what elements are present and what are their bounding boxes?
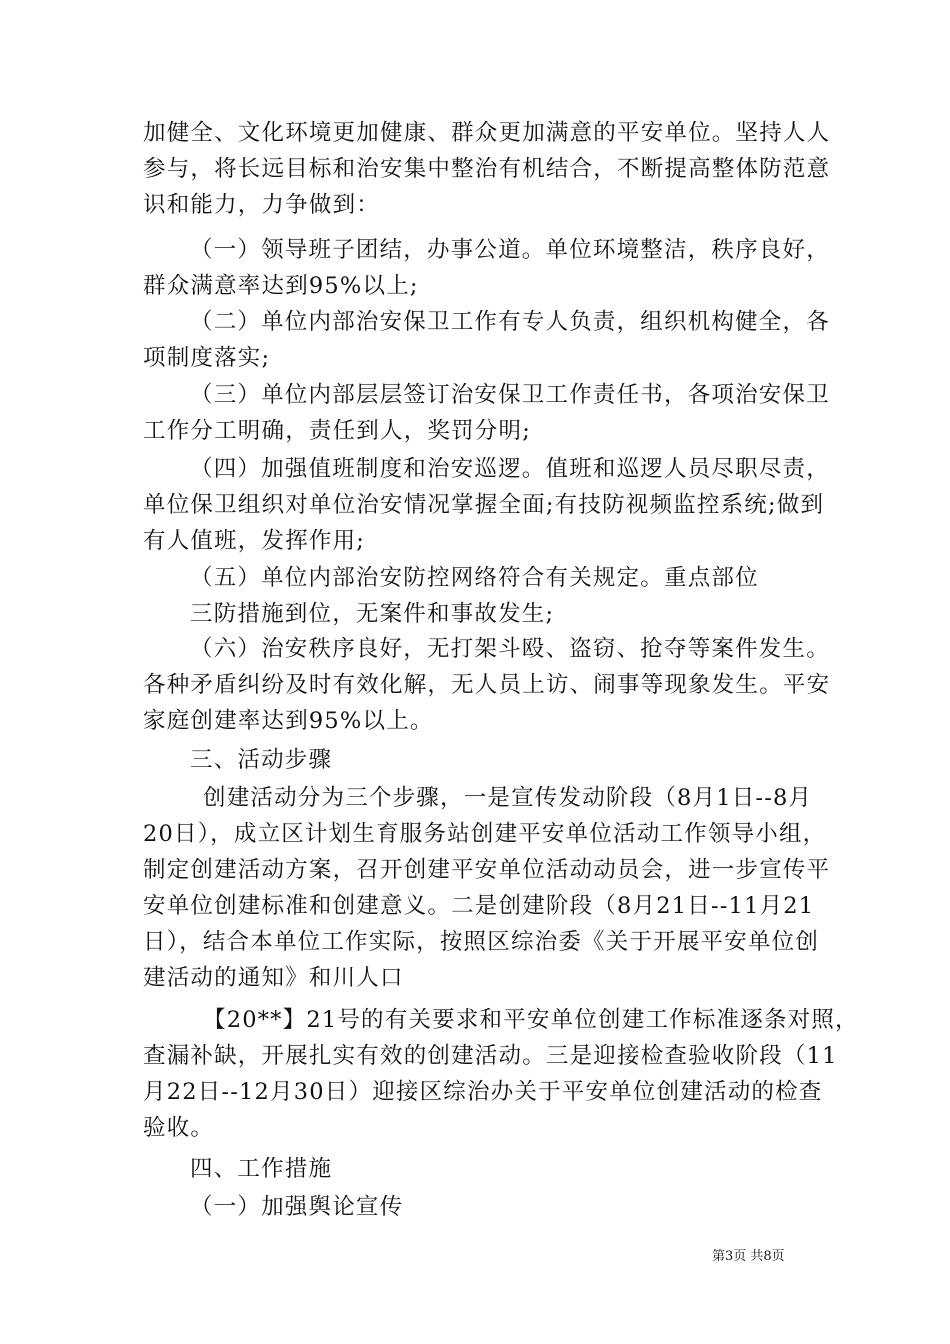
section-heading: 三、活动步骤 (190, 747, 333, 773)
paragraph-line: 有人值班，发挥作用; (143, 528, 366, 554)
list-item-line: （四）加强值班制度和治安巡逻。值班和巡逻人员尽职尽责， (190, 456, 830, 482)
paragraph-line: 验收。 (143, 1115, 215, 1141)
page-number: 第3页 共8页 (712, 1249, 785, 1264)
paragraph-line: 20日），成立区计划生育服务站创建平安单位活动工作领导小组， (143, 821, 827, 847)
paragraph-line: 【20**】21号的有关要求和平安单位创建工作标准逐条对照， (203, 1007, 859, 1033)
paragraph-line: 识和能力，力争做到： (143, 192, 381, 218)
list-item-line: （六）治安秩序良好，无打架斗殴、盗窃、抢夺等案件发生。 (190, 636, 830, 662)
paragraph-line: 三防措施到位，无案件和事故发生; (190, 601, 555, 627)
subsection-heading: （一）加强舆论宣传 (190, 1194, 404, 1220)
paragraph-line: 各种矛盾纠纷及时有效化解，无人员上访、闹事等现象发生。平安 (143, 672, 831, 698)
paragraph-line: 日），结合本单位工作实际，按照区综治委《关于开展平安单位创 (143, 929, 820, 955)
paragraph-line: 家庭创建率达到95%以上。 (143, 708, 434, 734)
list-item-line: （二）单位内部治安保卫工作有专人负责，组织机构健全，各 (190, 309, 830, 335)
paragraph-line: 单位保卫组织对单位治安情况掌握全面;有技防视频监控系统;做到 (143, 492, 825, 518)
paragraph-line: 查漏补缺，开展扎实有效的创建活动。三是迎接检查验收阶段（11 (143, 1043, 838, 1069)
paragraph-line: 创建活动分为三个步骤，一是宣传发动阶段（8月1日--8月 (203, 785, 813, 811)
paragraph-line: 项制度落实; (143, 345, 271, 371)
paragraph-line: 参与，将长远目标和治安集中整治有机结合，不断提高整体防范意 (143, 156, 831, 182)
section-heading: 四、工作措施 (190, 1156, 333, 1182)
paragraph-line: 月22日--12月30日）迎接区综治办关于平安单位创建活动的检查 (143, 1079, 823, 1105)
paragraph-line: 建活动的通知》和川人口 (143, 965, 404, 991)
list-item-line: （一）领导班子团结，办事公道。单位环境整洁，秩序良好， (190, 237, 830, 263)
list-item-line: （三）单位内部层层签订治安保卫工作责任书，各项治安保卫 (190, 382, 830, 408)
paragraph-line: 制定创建活动方案，召开创建平安单位活动动员会，进一步宣传平 (143, 857, 831, 883)
paragraph-line: 加健全、文化环境更加健康、群众更加满意的平安单位。坚持人人 (143, 120, 831, 146)
paragraph-line: 安单位创建标准和创建意义。二是创建阶段（8月21日--11月21 (143, 893, 815, 919)
paragraph-line: 工作分工明确，责任到人，奖罚分明; (143, 418, 531, 444)
list-item-line: （五）单位内部治安防控网络符合有关规定。重点部位 (190, 565, 759, 591)
paragraph-line: 群众满意率达到95%以上; (143, 273, 419, 299)
